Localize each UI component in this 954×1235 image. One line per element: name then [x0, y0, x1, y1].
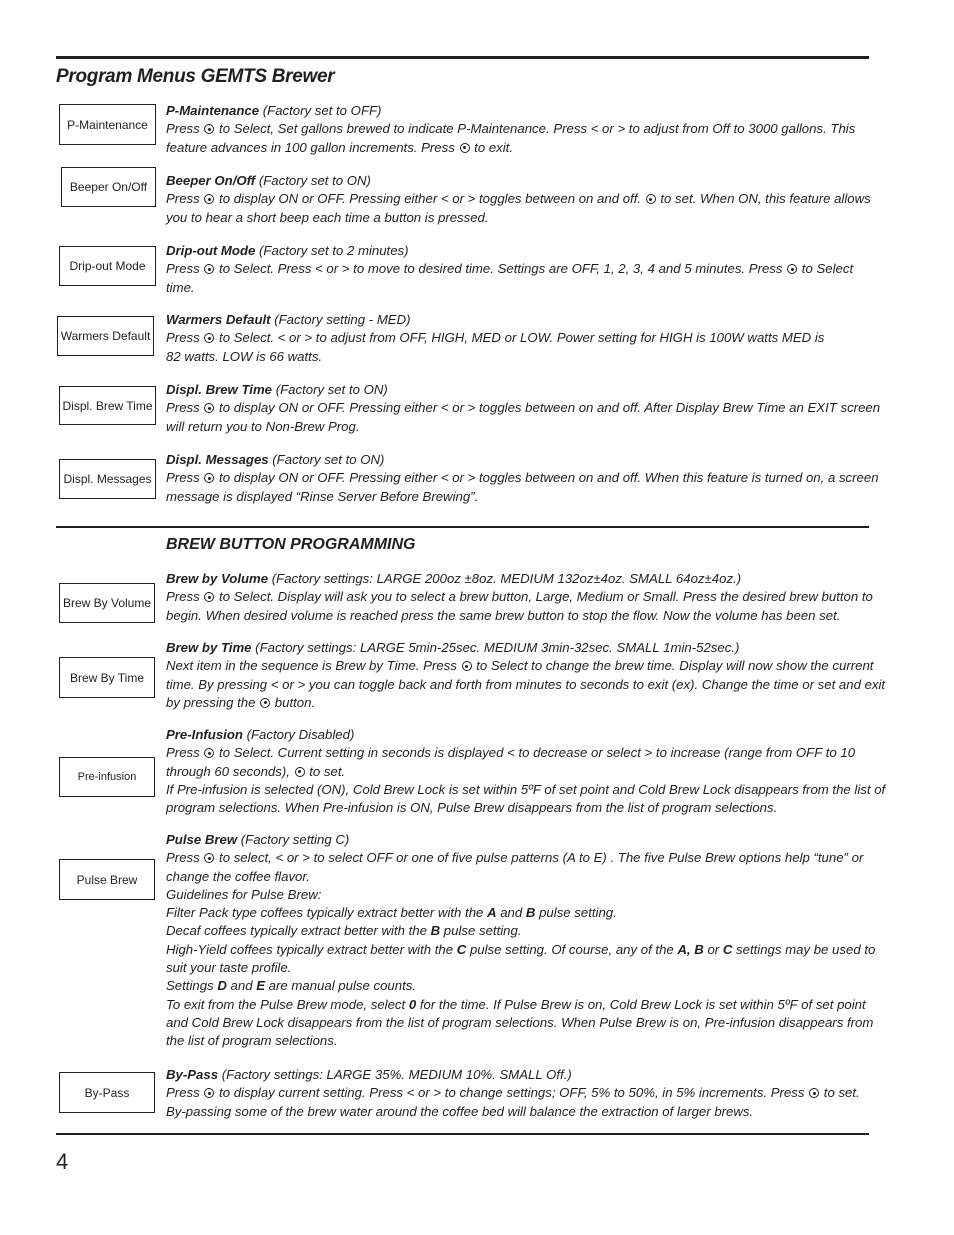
- select-circle-icon: [204, 592, 214, 602]
- entry-line: [166, 959, 866, 977]
- entry-line: [166, 1103, 866, 1121]
- entry-line: [166, 763, 866, 781]
- menu-entry: [166, 242, 866, 297]
- text-segment: and: [226, 978, 257, 994]
- entry-line: [166, 1084, 866, 1102]
- menu-entry: [166, 570, 873, 625]
- entry-name: Brew by Time: [166, 640, 252, 655]
- text-segment: or: [703, 941, 723, 957]
- bold-setting: E: [256, 978, 265, 994]
- factory-setting: (Factory setting C): [237, 832, 350, 847]
- select-circle-icon: [204, 473, 214, 483]
- entry-line: [166, 588, 873, 606]
- entry-line: [166, 922, 866, 940]
- entry-line: [166, 744, 866, 762]
- text-segment: Guidelines for Pulse Brew:: [166, 886, 322, 902]
- bold-setting: A: [487, 905, 497, 921]
- text-segment: to display ON or OFF. Pressing either < or > toggles between on and off.: [215, 191, 645, 207]
- menu-label-box: Brew By Time: [59, 657, 155, 698]
- menu-entry: [166, 311, 866, 366]
- text-segment: will return you to Non-Brew Prog.: [166, 418, 360, 434]
- entry-line: [166, 799, 866, 817]
- menu-entry: [166, 1066, 866, 1121]
- page-number: 4: [56, 1149, 69, 1174]
- text-segment: Press: [166, 1085, 204, 1101]
- text-segment: are manual pulse counts.: [265, 978, 417, 994]
- text-segment: begin. When desired volume is reached press the same brew button to stop the flow. Now the volume has been set.: [166, 607, 841, 623]
- text-segment: Press: [166, 191, 204, 207]
- entry-heading: [166, 242, 866, 260]
- text-segment: Decaf coffees typically extract better with the: [166, 923, 431, 939]
- bold-setting: C: [456, 941, 467, 957]
- text-segment: to Select, Set gallons brewed to indicate P-Maintenance. Press < or > to adjust from Off to 3000 gallons. This: [215, 121, 856, 137]
- factory-setting: (Factory settings: LARGE 200oz ±8oz. MEDIUM 132oz±4oz. SMALL 64oz±4oz.): [268, 571, 742, 586]
- text-segment: Filter Pack type coffees typically extract better with the: [166, 905, 488, 921]
- select-circle-icon: [204, 194, 214, 204]
- menu-label-box: Displ. Messages: [59, 459, 156, 499]
- text-segment: Press: [166, 400, 204, 416]
- menu-entry: [166, 172, 871, 227]
- select-circle-icon: [809, 1088, 819, 1098]
- entry-line: [166, 279, 866, 297]
- entry-name: Drip-out Mode: [166, 243, 256, 258]
- text-segment: to display current setting. Press < or > to change settings; OFF, 5% to 50%, in 5% increments. Press: [215, 1085, 809, 1101]
- section-heading: BREW BUTTON PROGRAMMING: [166, 536, 416, 553]
- text-segment: To exit from the Pulse Brew mode, select: [166, 996, 409, 1012]
- menu-label-box: Pulse Brew: [59, 859, 155, 900]
- menu-label-box: Brew By Volume: [59, 583, 155, 623]
- entry-name: P-Maintenance: [166, 103, 260, 118]
- text-segment: you to hear a short beep each time a button is pressed.: [166, 209, 489, 225]
- select-circle-icon: [204, 333, 214, 343]
- text-segment: to Select: [798, 261, 854, 277]
- entry-line: [166, 849, 866, 867]
- text-segment: change the coffee flavor.: [166, 868, 310, 884]
- factory-setting: (Factory set to ON): [272, 382, 388, 397]
- entry-line: [166, 941, 876, 959]
- text-segment: button.: [271, 694, 316, 710]
- menu-label-box: Pre-infusion: [59, 757, 155, 797]
- factory-setting: (Factory set to 2 minutes): [255, 243, 409, 258]
- entry-heading: [166, 570, 866, 588]
- text-segment: to Select. Display will ask you to select a brew button, Large, Medium or Small. Press the desired brew button to: [215, 589, 873, 605]
- text-segment: to Select to change the brew time. Display will now show the current: [472, 658, 874, 674]
- factory-setting: (Factory settings: LARGE 35%. MEDIUM 10%. SMALL Off.): [218, 1067, 572, 1082]
- entry-line: [166, 676, 886, 694]
- select-circle-icon: [204, 853, 214, 863]
- select-circle-icon: [204, 748, 214, 758]
- text-segment: Press: [166, 261, 204, 277]
- entry-line: [166, 329, 866, 347]
- menu-entry: [166, 102, 866, 157]
- select-circle-icon: [204, 1088, 214, 1098]
- text-segment: feature advances in 100 gallon increments. Press: [166, 139, 459, 155]
- entry-heading: [166, 639, 866, 657]
- text-segment: By-passing some of the brew water around the coffee bed will balance the extraction of larger brews.: [166, 1103, 754, 1119]
- text-segment: Settings: [166, 978, 218, 994]
- entry-line: [166, 139, 866, 157]
- text-segment: Next item in the sequence is Brew by Time. Press: [166, 658, 461, 674]
- menu-entry: [166, 451, 879, 506]
- text-segment: for the time. If Pulse Brew is on, Cold Brew Lock is set within 5ºF of set point: [416, 996, 866, 1012]
- entry-line: [166, 781, 886, 799]
- text-segment: Press: [166, 470, 204, 486]
- entry-name: Beeper On/Off: [166, 173, 256, 188]
- text-segment: to display ON or OFF. Pressing either < or > toggles between on and off. After Display Brew Time an EXIT screen: [215, 400, 881, 416]
- text-segment: pulse setting.: [535, 905, 617, 921]
- text-segment: to select, < or > to select OFF or one of five pulse patterns (A to E) . The five Pulse Brew options help “tune” or: [215, 850, 864, 866]
- entry-line: [166, 657, 874, 675]
- bold-setting: B: [430, 923, 441, 939]
- entry-heading: [166, 1066, 866, 1084]
- text-segment: message is displayed “Rinse Server Before Brewing”.: [166, 488, 479, 504]
- entry-heading: [166, 451, 866, 469]
- text-segment: Press: [166, 121, 204, 137]
- bold-setting: D: [217, 978, 227, 994]
- select-circle-icon: [460, 143, 470, 153]
- select-circle-icon: [204, 264, 214, 274]
- bold-setting: 0: [408, 996, 417, 1012]
- text-segment: time.: [166, 279, 195, 295]
- entry-line: [166, 209, 866, 227]
- menu-label-box: Drip-out Mode: [59, 246, 156, 286]
- entry-heading: [166, 311, 866, 329]
- entry-line: [166, 190, 871, 208]
- entry-name: Warmers Default: [166, 312, 271, 327]
- text-segment: by pressing the: [166, 694, 260, 710]
- menu-entry: [166, 381, 881, 436]
- menu-entry: [166, 726, 886, 817]
- entry-line: [166, 1032, 866, 1050]
- text-segment: through 60 seconds),: [166, 763, 294, 779]
- menu-entry: [166, 639, 886, 712]
- entry-line: [166, 868, 866, 886]
- text-segment: Press: [166, 330, 204, 346]
- entry-heading: [166, 726, 866, 744]
- text-segment: to Select. Current setting in seconds is displayed < to decrease or select > to increase (range from OFF to 10: [215, 745, 856, 761]
- factory-setting: (Factory Disabled): [242, 727, 355, 742]
- text-segment: time. By pressing < or > you can toggle back and forth from minutes to seconds to exit (ex). Change the time or set and exit: [166, 676, 886, 692]
- text-segment: Press: [166, 589, 204, 605]
- text-segment: Press: [166, 745, 204, 761]
- factory-setting: (Factory set to OFF): [259, 103, 382, 118]
- text-segment: pulse setting.: [440, 923, 522, 939]
- entry-line: [166, 488, 866, 506]
- entry-line: [166, 469, 879, 487]
- entry-line: [166, 418, 866, 436]
- select-circle-icon: [462, 661, 472, 671]
- entry-name: Displ. Brew Time: [166, 382, 273, 397]
- entry-name: Pulse Brew: [166, 832, 238, 847]
- entry-line: [166, 904, 866, 922]
- text-segment: to set. When ON, this feature allows: [656, 191, 871, 207]
- text-segment: the list of program selections.: [166, 1033, 338, 1049]
- entry-name: Brew by Volume: [166, 571, 269, 586]
- select-circle-icon: [295, 767, 305, 777]
- bold-setting: C: [722, 941, 733, 957]
- select-circle-icon: [204, 124, 214, 134]
- text-segment: to set.: [820, 1085, 860, 1101]
- entry-line: [166, 694, 866, 712]
- section-divider: [56, 526, 869, 528]
- factory-setting: (Factory set to ON): [255, 173, 371, 188]
- text-segment: If Pre-infusion is selected (ON), Cold Brew Lock is set within 5ºF of set point and Cold Brew Lock disappears from the list of: [166, 781, 886, 797]
- text-segment: and Cold Brew Lock disappears from the list of program selections. When Pulse Brew is on, Pre-infusion disappears from: [166, 1014, 874, 1030]
- text-segment: and: [496, 905, 526, 921]
- page-title: Program Menus GEMTS Brewer: [56, 66, 335, 87]
- menu-entry: [166, 831, 876, 1051]
- text-segment: settings may be used to: [732, 941, 876, 957]
- text-segment: High-Yield coffees typically extract better with the: [166, 941, 457, 957]
- menu-label-box: Beeper On/Off: [61, 167, 156, 207]
- bold-setting: B: [525, 905, 536, 921]
- entry-name: Pre-Infusion: [166, 727, 243, 742]
- text-segment: to Select. Press < or > to move to desired time. Settings are OFF, 1, 2, 3, 4 and 5 minutes. Press: [215, 261, 787, 277]
- text-segment: to display ON or OFF. Pressing either < or > toggles between on and off. When this feature is turned on, a screen: [215, 470, 879, 486]
- select-circle-icon: [260, 698, 270, 708]
- bold-setting: A, B: [677, 941, 704, 957]
- text-segment: 82 watts. LOW is 66 watts.: [166, 348, 323, 364]
- select-circle-icon: [204, 403, 214, 413]
- entry-line: [166, 607, 866, 625]
- factory-setting: (Factory settings: LARGE 5min-25sec. MEDIUM 3min-32sec. SMALL 1min-52sec.): [251, 640, 740, 655]
- text-segment: program selections. When Pre-infusion is ON, Pulse Brew disappears from the list of program selections.: [166, 800, 778, 816]
- entry-heading: [166, 831, 866, 849]
- entry-line: [166, 996, 866, 1014]
- menu-label-box: Warmers Default: [57, 316, 154, 356]
- entry-heading: [166, 381, 866, 399]
- entry-line: [166, 348, 866, 366]
- entry-line: [166, 120, 866, 138]
- menu-label-box: P-Maintenance: [59, 104, 156, 145]
- entry-line: [166, 977, 866, 995]
- entry-line: [166, 1014, 874, 1032]
- factory-setting: (Factory set to ON): [268, 452, 385, 467]
- select-circle-icon: [646, 194, 656, 204]
- text-segment: Press: [166, 850, 204, 866]
- factory-setting: (Factory setting - MED): [270, 312, 411, 327]
- top-rule: [56, 56, 869, 59]
- text-segment: suit your taste profile.: [166, 960, 292, 976]
- entry-heading: [166, 172, 866, 190]
- entry-line: [166, 886, 866, 904]
- text-segment: pulse setting. Of course, any of the: [466, 941, 678, 957]
- entry-line: [166, 399, 881, 417]
- entry-heading: [166, 102, 866, 120]
- entry-line: [166, 260, 866, 278]
- text-segment: to Select. < or > to adjust from OFF, HIGH, MED or LOW. Power setting for HIGH is 100W watts MED is: [215, 330, 825, 346]
- entry-name: By-Pass: [166, 1067, 219, 1082]
- menu-label-box: Displ. Brew Time: [59, 386, 156, 425]
- text-segment: to exit.: [470, 139, 514, 155]
- menu-label-box: By-Pass: [59, 1072, 155, 1113]
- entry-name: Displ. Messages: [166, 452, 269, 467]
- text-segment: to set.: [305, 763, 346, 779]
- bottom-rule: [56, 1133, 869, 1135]
- select-circle-icon: [787, 264, 797, 274]
